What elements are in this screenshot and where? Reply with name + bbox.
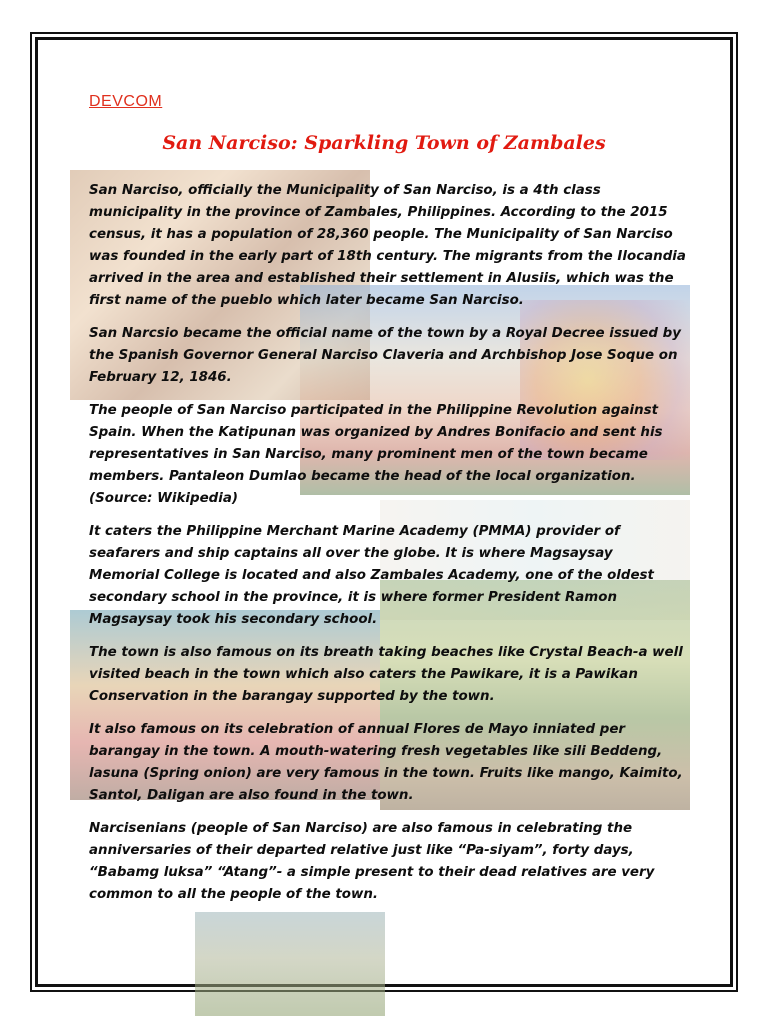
paragraph-beaches: The town is also famous on its breath taking beaches like Crystal Beach-a well visited beach in the town which also caters the Pawikare, it is a Pawikan Conservation in the barangay supported by the town.	[89, 645, 683, 704]
document-body	[89, 180, 687, 917]
paragraph-education: It caters the Philippine Merchant Marine Academy (PMMA) provider of seafarers and ship captains all over the globe. It is where Magsaysay Memorial College is located and also Zambales Academy, one of the oldest secondary school in the province, it is where former President Ramon Magsaysay took his secondary school.	[89, 524, 654, 627]
background-photo-zambales-field	[195, 912, 385, 1016]
paragraph-traditions: Narcisenians (people of San Narciso) are also famous in celebrating the anniversaries of their departed relative just like “Pa-siyam”, forty days, “Babamg luksa” “Atang”- a simple present to their dead relatives are very common to all the people of the town.	[89, 821, 655, 902]
paragraph-revolution: The people of San Narciso participated in the Philippine Revolution against Spain. When the Katipunan was organized by Andres Bonifacio and sent his representatives in San Narciso, many prominent men of the town became members. Pantaleon Dumlao became the head of the local organization. (Source: Wikipedia)	[89, 403, 663, 506]
paragraph-royal-decree: San Narcsio became the official name of the town by a Royal Decree issued by the Spanish Governor General Narciso Claveria and Archbishop Jose Soque on February 12, 1846.	[89, 326, 681, 385]
document-title: San Narciso: Sparkling Town of Zambales	[162, 132, 606, 154]
paragraph-festivals-produce: It also famous on its celebration of annual Flores de Mayo inniated per barangay in the town. A mouth-watering fresh vegetables like sili Beddeng, lasuna (Spring onion) are very famous in the town. Fruits like mango, Kaimito, Santol, Daligan are also found in the town.	[89, 722, 683, 803]
paragraph-history: San Narciso, officially the Municipality of San Narciso, is a 4th class municipality in the province of Zambales, Philippines. According to the 2015 census, it has a population of 28,360 people. The Municipality of San Narciso was founded in the early part of 18th century. The migrants from the Ilocandia arrived in the area and established their settlement in Alusiis, which was the first name of the pueblo which later became San Narciso.	[89, 183, 686, 308]
header-label: DEVCOM	[89, 93, 163, 110]
